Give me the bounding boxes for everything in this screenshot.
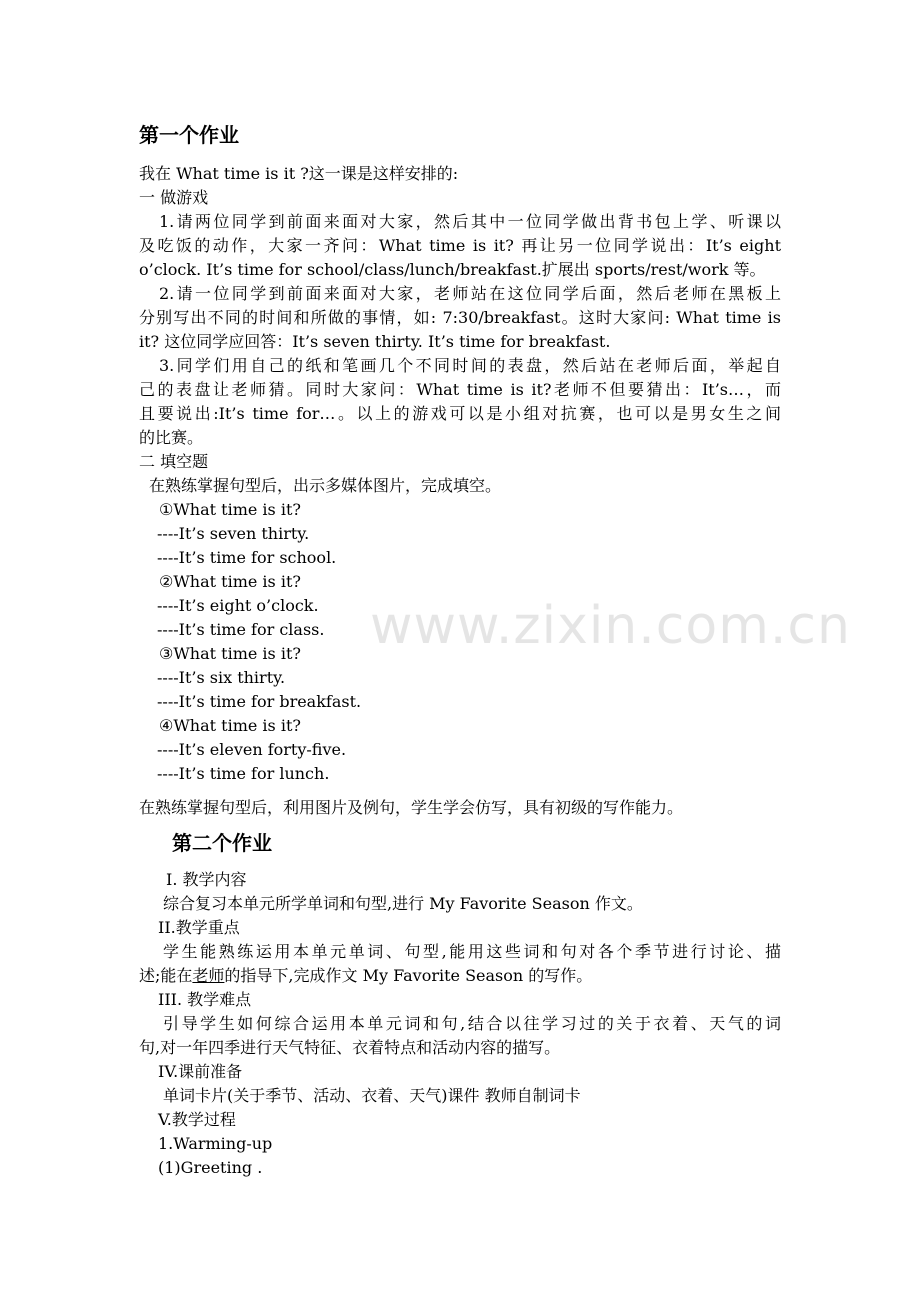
qa-answer-4b: ----It’s time for lunch. — [157, 764, 330, 783]
qa-question-2: ②What time is it? — [159, 572, 301, 591]
part2-intro: 在熟练掌握句型后，出示多媒体图片，完成填空。 — [149, 476, 502, 495]
game1-line2: 及吃饭的动作，大家一齐问：What time is it? 再让另一位同学说出：It’s eight — [139, 236, 781, 255]
game2-line1: 2.请一位同学到前面来面对大家，老师站在这位同学后面，然后老师在黑板上 — [159, 284, 781, 303]
game2-line3: it? 这位同学应回答：It’s seven thirty. It’s time for breakfast. — [139, 332, 611, 351]
game1-line3: o’clock. It’s time for school/class/lunch/breakfast.扩展出 sports/rest/work 等。 — [139, 260, 766, 279]
focus-text-pre: 述;能在 — [139, 966, 193, 985]
game1-line1: 1.请两位同学到前面来面对大家，然后其中一位同学做出背书包上学、听课以 — [159, 212, 781, 231]
teaching-focus-line2 — [139, 964, 781, 988]
section2-title: 第二个作业 — [172, 831, 272, 855]
teaching-focus-line1: 学生能熟练运用本单元单词、句型,能用这些词和句对各个季节进行讨论、描 — [163, 942, 781, 961]
qa-answer-2a: ----It’s eight o’clock. — [157, 596, 319, 615]
teaching-difficulty-line2: 句,对一年四季进行天气特征、衣着特点和活动内容的描写。 — [139, 1038, 561, 1057]
qa-answer-3b: ----It’s time for breakfast. — [157, 692, 362, 711]
preparation-text: 单词卡片(关于季节、活动、衣着、天气)课件 教师自制词卡 — [163, 1086, 581, 1105]
game2-line2: 分别写出不同的时间和所做的事情，如: 7:30/breakfast。这时大家问: What time is — [139, 308, 781, 327]
qa-answer-2b: ----It’s time for class. — [157, 620, 325, 639]
game3-line2: 己的表盘让老师猜。同时大家问：What time is it?老师不但要猜出：It’s…，而 — [139, 380, 781, 399]
section1-title: 第一个作业 — [139, 123, 239, 147]
game3-line1: 3.同学们用自己的纸和笔画几个不同时间的表盘，然后站在老师后面，举起自 — [159, 356, 781, 375]
teaching-content-heading: I. 教学内容 — [166, 870, 247, 889]
teaching-difficulty-heading: III. 教学难点 — [158, 990, 252, 1009]
part2-heading: 二 填空题 — [139, 452, 209, 471]
process-heading: V.教学过程 — [158, 1110, 236, 1129]
process-step-warmup: 1.Warming-up — [158, 1134, 273, 1153]
teaching-difficulty-line1: 引导学生如何综合运用本单元词和句,结合以往学习过的关于衣着、天气的词 — [163, 1014, 781, 1033]
qa-answer-4a: ----It’s eleven forty-five. — [157, 740, 347, 759]
qa-answer-1b: ----It’s time for school. — [157, 548, 337, 567]
qa-answer-3a: ----It’s six thirty. — [157, 668, 286, 687]
teaching-content-text: 综合复习本单元所学单词和句型,进行 My Favorite Season 作文。 — [163, 894, 643, 913]
qa-question-3: ③What time is it? — [159, 644, 301, 663]
section1-intro: 我在 What time is it ?这一课是这样安排的: — [139, 164, 459, 183]
game3-line4: 的比赛。 — [139, 428, 204, 447]
process-step-greeting: (1)Greeting . — [158, 1158, 263, 1177]
preparation-heading: IV.课前准备 — [158, 1062, 243, 1081]
qa-answer-1a: ----It’s seven thirty. — [157, 524, 310, 543]
teaching-focus-heading: II.教学重点 — [158, 918, 240, 937]
qa-question-4: ④What time is it? — [159, 716, 301, 735]
focus-text-post: 的指导下,完成作文 My Favorite Season 的写作。 — [224, 966, 593, 985]
part1-heading: 一 做游戏 — [139, 188, 209, 207]
section1-summary: 在熟练掌握句型后，利用图片及例句，学生学会仿写，具有初级的写作能力。 — [139, 798, 684, 817]
watermark: www.zixin.com.cn — [370, 596, 851, 656]
teacher-link[interactable]: 老师 — [192, 966, 225, 985]
game3-line3: 且要说出:It’s time for…。以上的游戏可以是小组对抗赛，也可以是男女生之间 — [139, 404, 781, 423]
qa-question-1: ①What time is it? — [159, 500, 301, 519]
